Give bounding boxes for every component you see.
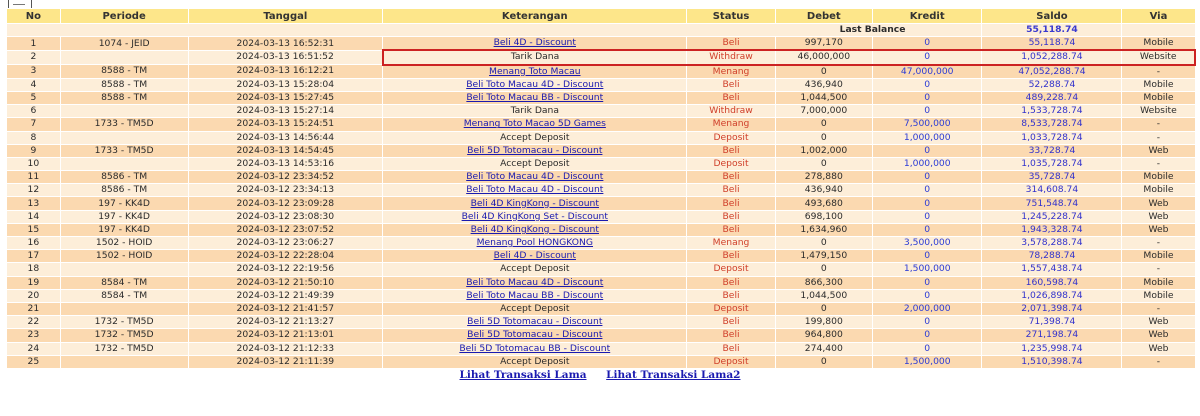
cell-status: Beli (687, 289, 775, 302)
cell-via: Mobile (1122, 91, 1195, 104)
cell-tanggal: 2024-03-12 23:08:30 (188, 210, 383, 223)
cell-status: Beli (687, 276, 775, 289)
cell-status: Beli (687, 37, 775, 51)
cell-saldo: 55,118.74 (982, 37, 1122, 51)
cell-via: Mobile (1122, 276, 1195, 289)
cell-kredit: 3,500,000 (872, 237, 982, 250)
cell-keterangan (383, 184, 687, 197)
cell-debet: 199,800 (775, 316, 872, 329)
cell-keterangan: Accept Deposit (383, 302, 687, 315)
cell-periode: 8584 - TM (60, 276, 188, 289)
cell-via: - (1122, 355, 1195, 368)
cell-kredit: 0 (872, 50, 982, 64)
cell-periode: 1502 - HOID (60, 250, 188, 263)
cell-no: 25 (7, 355, 61, 368)
cell-no: 3 (7, 65, 61, 79)
cell-keterangan (383, 210, 687, 223)
cell-debet: 278,880 (775, 171, 872, 184)
cell-debet: 46,000,000 (775, 50, 872, 64)
cell-no: 23 (7, 329, 61, 342)
cell-saldo: 8,533,728.74 (982, 118, 1122, 131)
cell-periode (60, 131, 188, 144)
cell-saldo: 71,398.74 (982, 316, 1122, 329)
cell-keterangan: Tarik Dana (383, 105, 687, 118)
cell-tanggal: 2024-03-12 21:13:01 (188, 329, 383, 342)
transaction-detail-link[interactable]: Beli 5D Totomacau BB - Discount (459, 342, 611, 354)
cell-debet: 0 (775, 355, 872, 368)
cell-saldo: 160,598.74 (982, 276, 1122, 289)
transaction-detail-link[interactable]: Beli 4D KingKong - Discount (470, 223, 599, 235)
cell-saldo: 1,533,728.74 (982, 105, 1122, 118)
transaction-detail-link[interactable]: Menang Toto Macau (489, 65, 581, 77)
transaction-detail-link[interactable]: Beli 4D - Discount (493, 37, 576, 49)
cell-periode: 197 - KK4D (60, 197, 188, 210)
last-balance-value: 55,118.74 (982, 24, 1122, 37)
cell-saldo: 1,033,728.74 (982, 131, 1122, 144)
table-row (7, 223, 1196, 236)
cell-no: 15 (7, 223, 61, 236)
table-row (7, 342, 1196, 355)
cell-no: 1 (7, 37, 61, 51)
transaction-detail-link[interactable]: Menang Toto Macao 5D Games (463, 118, 606, 130)
cell-kredit: 0 (872, 250, 982, 263)
cell-debet: 0 (775, 118, 872, 131)
cell-periode: 197 - KK4D (60, 223, 188, 236)
cell-periode: 8586 - TM (60, 184, 188, 197)
cell-keterangan (383, 316, 687, 329)
table-row (7, 144, 1196, 157)
cell-tanggal: 2024-03-13 15:28:04 (188, 78, 383, 91)
last-balance-row (7, 24, 1196, 37)
cell-tanggal: 2024-03-13 14:53:16 (188, 157, 383, 170)
cell-periode (60, 302, 188, 315)
transaction-detail-link[interactable]: Beli 5D Totomacau - Discount (467, 316, 603, 328)
cell-debet: 0 (775, 302, 872, 315)
cell-via: Mobile (1122, 250, 1195, 263)
cell-no: 10 (7, 157, 61, 170)
cell-via: Web (1122, 197, 1195, 210)
last-balance-label: Last Balance (7, 24, 982, 37)
cell-debet: 493,680 (775, 197, 872, 210)
cell-periode: 1074 - JEID (60, 37, 188, 51)
cell-keterangan (383, 171, 687, 184)
table-row (7, 171, 1196, 184)
cell-saldo: 1,943,328.74 (982, 223, 1122, 236)
cell-periode: 1733 - TM5D (60, 144, 188, 157)
cell-debet: 0 (775, 157, 872, 170)
table-row (7, 263, 1196, 276)
cell-status: Beli (687, 223, 775, 236)
cell-via: Mobile (1122, 171, 1195, 184)
cell-tanggal: 2024-03-12 21:50:10 (188, 276, 383, 289)
cell-saldo: 47,052,288.74 (982, 65, 1122, 79)
cell-keterangan (383, 118, 687, 131)
cell-debet: 997,170 (775, 37, 872, 51)
cell-status: Beli (687, 184, 775, 197)
col-header-via: Via (1122, 9, 1195, 24)
table-row (7, 118, 1196, 131)
cell-status: Beli (687, 250, 775, 263)
col-header-saldo: Saldo (982, 9, 1122, 24)
col-header-kredit: Kredit (872, 9, 982, 24)
cell-kredit: 0 (872, 289, 982, 302)
transaction-detail-link[interactable]: Beli 5D Totomacau - Discount (467, 144, 603, 156)
cell-kredit: 0 (872, 91, 982, 104)
cell-kredit: 1,500,000 (872, 355, 982, 368)
cell-no: 13 (7, 197, 61, 210)
cell-no: 5 (7, 91, 61, 104)
transaction-detail-link[interactable]: Beli 4D - Discount (493, 250, 576, 262)
cell-via: Web (1122, 210, 1195, 223)
cell-via: Mobile (1122, 78, 1195, 91)
table-row (7, 105, 1196, 118)
cell-tanggal: 2024-03-13 16:51:52 (188, 50, 383, 64)
cell-no: 7 (7, 118, 61, 131)
cell-tanggal: 2024-03-12 21:13:27 (188, 316, 383, 329)
table-row (7, 157, 1196, 170)
cell-debet: 436,940 (775, 78, 872, 91)
cell-status: Beli (687, 91, 775, 104)
cell-kredit: 0 (872, 223, 982, 236)
table-row (7, 210, 1196, 223)
cell-kredit: 7,500,000 (872, 118, 982, 131)
cell-tanggal: 2024-03-12 23:07:52 (188, 223, 383, 236)
cell-periode (60, 105, 188, 118)
transaction-detail-link[interactable]: Beli Toto Macau 4D - Discount (466, 184, 604, 196)
cell-keterangan: Accept Deposit (383, 131, 687, 144)
cell-kredit: 0 (872, 105, 982, 118)
table-row (7, 316, 1196, 329)
cell-status: Beli (687, 144, 775, 157)
table-row (7, 197, 1196, 210)
cell-tanggal: 2024-03-12 23:06:27 (188, 237, 383, 250)
cell-kredit: 0 (872, 329, 982, 342)
cell-saldo: 35,728.74 (982, 171, 1122, 184)
col-header-status: Status (687, 9, 775, 24)
cell-tanggal: 2024-03-12 23:34:13 (188, 184, 383, 197)
cell-tanggal: 2024-03-12 22:28:04 (188, 250, 383, 263)
cell-kredit: 1,500,000 (872, 263, 982, 276)
cell-no: 21 (7, 302, 61, 315)
cell-periode: 8588 - TM (60, 78, 188, 91)
cell-keterangan (383, 78, 687, 91)
cell-no: 8 (7, 131, 61, 144)
cell-no: 24 (7, 342, 61, 355)
cell-saldo: 3,578,288.74 (982, 237, 1122, 250)
cell-periode: 8584 - TM (60, 289, 188, 302)
table-row (7, 131, 1196, 144)
cell-status: Deposit (687, 157, 775, 170)
cell-debet: 964,800 (775, 329, 872, 342)
cell-debet: 436,940 (775, 184, 872, 197)
cell-tanggal: 2024-03-13 14:56:44 (188, 131, 383, 144)
cell-via: Mobile (1122, 184, 1195, 197)
transaction-detail-link[interactable]: Beli Toto Macau 4D - Discount (466, 276, 604, 288)
cell-debet: 0 (775, 263, 872, 276)
cell-kredit: 0 (872, 184, 982, 197)
cell-status: Menang (687, 65, 775, 79)
cell-no: 4 (7, 78, 61, 91)
cell-debet: 1,002,000 (775, 144, 872, 157)
cell-via: Web (1122, 144, 1195, 157)
cell-status: Withdraw (687, 105, 775, 118)
cell-kredit: 0 (872, 171, 982, 184)
cell-no: 12 (7, 184, 61, 197)
cell-periode: 1732 - TM5D (60, 329, 188, 342)
cell-status: Beli (687, 329, 775, 342)
cell-periode: 8588 - TM (60, 65, 188, 79)
cell-periode (60, 355, 188, 368)
cell-periode (60, 50, 188, 64)
cell-keterangan (383, 37, 687, 51)
table-row (7, 65, 1196, 79)
cell-tanggal: 2024-03-12 21:12:33 (188, 342, 383, 355)
cell-via: Mobile (1122, 37, 1195, 51)
col-header-periode: Periode (60, 9, 188, 24)
col-header-tanggal: Tanggal (188, 9, 383, 24)
table-row (7, 329, 1196, 342)
cell-keterangan (383, 91, 687, 104)
transaction-detail-link[interactable]: Beli 4D KingKong Set - Discount (461, 210, 608, 222)
cell-keterangan: Accept Deposit (383, 157, 687, 170)
cell-status: Beli (687, 78, 775, 91)
transaction-table (6, 8, 1196, 369)
cell-via: - (1122, 157, 1195, 170)
cell-status: Menang (687, 237, 775, 250)
cell-status: Deposit (687, 131, 775, 144)
cell-no: 22 (7, 316, 61, 329)
cell-via: Website (1122, 50, 1195, 64)
cell-kredit: 0 (872, 144, 982, 157)
table-row (7, 184, 1196, 197)
cell-no: 17 (7, 250, 61, 263)
cell-status: Menang (687, 118, 775, 131)
cell-no: 11 (7, 171, 61, 184)
cell-saldo: 271,198.74 (982, 329, 1122, 342)
transaction-detail-link[interactable]: Beli 5D Totomacau - Discount (467, 329, 603, 341)
cell-periode: 8588 - TM (60, 91, 188, 104)
col-header-no: No (7, 9, 61, 24)
cell-debet: 7,000,000 (775, 105, 872, 118)
transaction-detail-link[interactable]: Beli Toto Macau BB - Discount (466, 92, 604, 104)
cell-saldo: 52,288.74 (982, 78, 1122, 91)
cell-tanggal: 2024-03-12 23:34:52 (188, 171, 383, 184)
transaction-detail-link[interactable]: Beli Toto Macau BB - Discount (466, 289, 604, 301)
cell-via: - (1122, 237, 1195, 250)
cell-tanggal: 2024-03-13 15:27:45 (188, 91, 383, 104)
transaction-detail-link[interactable]: Beli 4D KingKong - Discount (470, 197, 599, 209)
cell-debet: 1,044,500 (775, 289, 872, 302)
cell-kredit: 1,000,000 (872, 131, 982, 144)
cell-kredit: 2,000,000 (872, 302, 982, 315)
cell-periode: 1502 - HOID (60, 237, 188, 250)
table-header-row (7, 9, 1196, 24)
table-row (7, 355, 1196, 368)
cell-tanggal: 2024-03-12 22:19:56 (188, 263, 383, 276)
cell-saldo: 1,557,438.74 (982, 263, 1122, 276)
cell-kredit: 0 (872, 37, 982, 51)
last-balance-via (1122, 24, 1195, 37)
cell-keterangan: Tarik Dana (383, 50, 687, 64)
cell-tanggal: 2024-03-12 21:11:39 (188, 355, 383, 368)
cell-periode (60, 157, 188, 170)
cell-periode: 1733 - TM5D (60, 118, 188, 131)
cell-debet: 698,100 (775, 210, 872, 223)
cell-tanggal: 2024-03-12 21:41:57 (188, 302, 383, 315)
cell-periode: 8586 - TM (60, 171, 188, 184)
cell-saldo: 1,235,998.74 (982, 342, 1122, 355)
table-row (7, 250, 1196, 263)
cell-tanggal: 2024-03-13 16:52:31 (188, 37, 383, 51)
cell-keterangan (383, 65, 687, 79)
cell-saldo: 1,035,728.74 (982, 157, 1122, 170)
cell-status: Beli (687, 210, 775, 223)
cell-keterangan: Accept Deposit (383, 355, 687, 368)
cell-periode: 1732 - TM5D (60, 342, 188, 355)
table-row (7, 302, 1196, 315)
cell-keterangan (383, 144, 687, 157)
cell-keterangan (383, 197, 687, 210)
cell-status: Beli (687, 316, 775, 329)
cell-saldo: 314,608.74 (982, 184, 1122, 197)
transaction-detail-link[interactable]: Menang Pool HONGKONG (476, 237, 593, 249)
cell-saldo: 1,510,398.74 (982, 355, 1122, 368)
cell-kredit: 0 (872, 197, 982, 210)
transaction-detail-link[interactable]: Beli Toto Macau 4D - Discount (466, 171, 604, 183)
cell-kredit: 0 (872, 316, 982, 329)
cell-tanggal: 2024-03-13 15:27:14 (188, 105, 383, 118)
cell-no: 19 (7, 276, 61, 289)
cell-kredit: 0 (872, 342, 982, 355)
cell-keterangan (383, 329, 687, 342)
cell-periode (60, 263, 188, 276)
cell-via: Web (1122, 342, 1195, 355)
col-header-debet: Debet (775, 9, 872, 24)
link-transaksi-lama[interactable]: Lihat Transaksi Lama (459, 369, 587, 381)
cell-kredit: 47,000,000 (872, 65, 982, 79)
cell-keterangan (383, 276, 687, 289)
cell-status: Deposit (687, 355, 775, 368)
cell-keterangan (383, 223, 687, 236)
cell-debet: 274,400 (775, 342, 872, 355)
cell-keterangan (383, 237, 687, 250)
cell-via: Web (1122, 223, 1195, 236)
cell-saldo: 1,052,288.74 (982, 50, 1122, 64)
cell-status: Withdraw (687, 50, 775, 64)
cell-tanggal: 2024-03-13 16:12:21 (188, 65, 383, 79)
cell-kredit: 0 (872, 276, 982, 289)
cell-no: 18 (7, 263, 61, 276)
cell-via: - (1122, 65, 1195, 79)
cell-no: 2 (7, 50, 61, 64)
cell-no: 6 (7, 105, 61, 118)
cell-tanggal: 2024-03-13 14:54:45 (188, 144, 383, 157)
cell-keterangan (383, 289, 687, 302)
col-header-keterangan: Keterangan (383, 9, 687, 24)
cell-kredit: 1,000,000 (872, 157, 982, 170)
cell-via: - (1122, 118, 1195, 131)
cell-status: Beli (687, 342, 775, 355)
table-row (7, 91, 1196, 104)
cell-no: 16 (7, 237, 61, 250)
table-row (7, 276, 1196, 289)
cell-kredit: 0 (872, 78, 982, 91)
cell-status: Deposit (687, 263, 775, 276)
cell-no: 20 (7, 289, 61, 302)
cell-debet: 1,044,500 (775, 91, 872, 104)
cell-status: Deposit (687, 302, 775, 315)
cell-saldo: 1,245,228.74 (982, 210, 1122, 223)
cell-saldo: 751,548.74 (982, 197, 1122, 210)
cell-debet: 866,300 (775, 276, 872, 289)
cell-periode: 1732 - TM5D (60, 316, 188, 329)
cell-saldo: 33,728.74 (982, 144, 1122, 157)
cell-keterangan (383, 342, 687, 355)
cell-via: Web (1122, 316, 1195, 329)
cell-saldo: 78,288.74 (982, 250, 1122, 263)
cell-debet: 0 (775, 237, 872, 250)
cell-via: Mobile (1122, 289, 1195, 302)
cell-tanggal: 2024-03-13 15:24:51 (188, 118, 383, 131)
cell-keterangan (383, 250, 687, 263)
cell-debet: 0 (775, 131, 872, 144)
cell-via: Website (1122, 105, 1195, 118)
cell-status: Beli (687, 171, 775, 184)
cell-no: 14 (7, 210, 61, 223)
cell-debet: 1,479,150 (775, 250, 872, 263)
link-transaksi-lama2[interactable]: Lihat Transaksi Lama2 (606, 369, 741, 381)
cell-keterangan: Accept Deposit (383, 263, 687, 276)
cell-periode: 197 - KK4D (60, 210, 188, 223)
cell-via: - (1122, 131, 1195, 144)
transaction-detail-link[interactable]: Beli Toto Macau 4D - Discount (466, 78, 604, 90)
cell-status: Beli (687, 197, 775, 210)
cell-via: Web (1122, 329, 1195, 342)
cell-saldo: 489,228.74 (982, 91, 1122, 104)
cell-no: 9 (7, 144, 61, 157)
cell-via: - (1122, 263, 1195, 276)
cell-saldo: 2,071,398.74 (982, 302, 1122, 315)
table-row (7, 78, 1196, 91)
cell-via: - (1122, 302, 1195, 315)
table-row (7, 237, 1196, 250)
cell-debet: 1,634,960 (775, 223, 872, 236)
table-body (7, 24, 1196, 369)
table-row (7, 50, 1196, 64)
cell-tanggal: 2024-03-12 23:09:28 (188, 197, 383, 210)
table-row (7, 289, 1196, 302)
table-row (7, 37, 1196, 51)
cell-kredit: 0 (872, 210, 982, 223)
footer-links (0, 369, 1200, 381)
cell-saldo: 1,026,898.74 (982, 289, 1122, 302)
cell-tanggal: 2024-03-12 21:49:39 (188, 289, 383, 302)
cell-debet: 0 (775, 65, 872, 79)
